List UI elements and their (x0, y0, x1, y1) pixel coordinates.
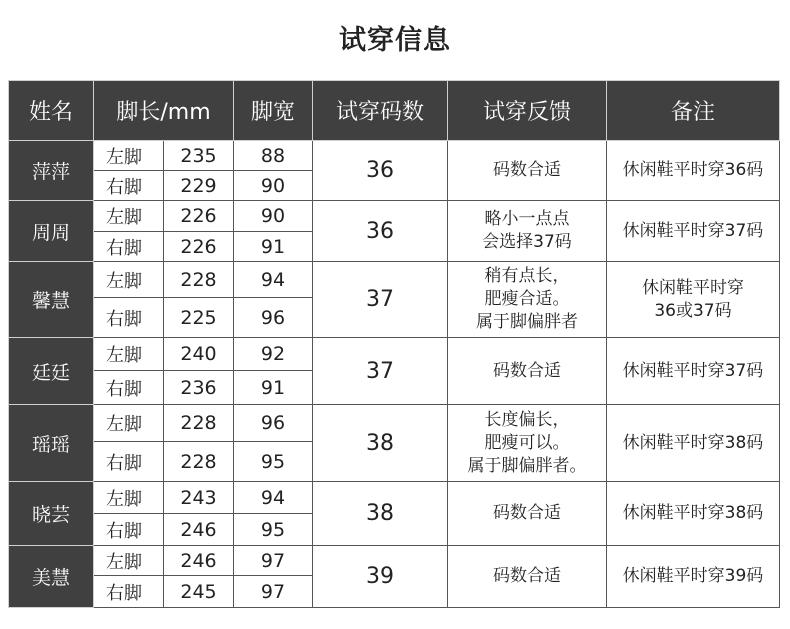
feedback-line: 码数合适 (493, 160, 561, 180)
foot-length: 235 (164, 141, 234, 171)
foot-length: 245 (164, 576, 234, 608)
note (607, 482, 780, 546)
note-line: 休闲鞋平时穿37码 (622, 220, 764, 241)
foot-width: 92 (234, 338, 313, 371)
foot-width: 96 (234, 405, 313, 442)
header-foot-length: 脚长/mm (94, 81, 234, 141)
foot-width: 88 (234, 141, 313, 171)
foot-side-label: 左脚 (94, 482, 164, 514)
tester-name: 瑶瑶 (9, 405, 94, 482)
feedback-line: 码数合适 (493, 566, 561, 586)
header-foot-width: 脚宽 (234, 81, 313, 141)
foot-width: 97 (234, 576, 313, 608)
feedback-line: 略小一点点 (484, 209, 570, 229)
feedback-line: 肥瘦合适。 (484, 289, 570, 309)
foot-side-label: 右脚 (94, 442, 164, 482)
tester-name: 晓芸 (9, 482, 94, 546)
foot-width: 91 (234, 371, 313, 405)
feedback-line: 长度偏长， (484, 409, 570, 430)
foot-length: 226 (164, 201, 234, 232)
feedback (448, 338, 607, 405)
feedback-line: 会选择37码 (482, 232, 572, 252)
foot-side-label: 右脚 (94, 576, 164, 608)
feedback-line: 属于脚偏胖者。 (467, 455, 587, 476)
note-line: 休闲鞋平时穿 (642, 277, 744, 298)
table-row (9, 482, 780, 514)
foot-width: 94 (234, 482, 313, 514)
note-line: 休闲鞋平时穿38码 (622, 503, 764, 523)
trial-size: 37 (313, 338, 448, 405)
note (607, 546, 780, 608)
trial-size: 36 (313, 201, 448, 262)
foot-length: 228 (164, 405, 234, 442)
foot-length: 226 (164, 232, 234, 262)
foot-length: 240 (164, 338, 234, 371)
feedback (448, 262, 607, 338)
note-line: 休闲鞋平时穿39码 (622, 566, 764, 586)
foot-length: 229 (164, 171, 234, 201)
trial-size: 38 (313, 405, 448, 482)
foot-side-label: 左脚 (94, 546, 164, 576)
foot-side-label: 右脚 (94, 298, 164, 338)
foot-length: 228 (164, 442, 234, 482)
note-line: 休闲鞋平时穿36码 (622, 160, 764, 180)
header-name: 姓名 (9, 81, 94, 141)
foot-width: 90 (234, 171, 313, 201)
table-row (9, 141, 780, 171)
foot-width: 91 (234, 232, 313, 262)
note (607, 201, 780, 262)
foot-side-label: 左脚 (94, 262, 164, 298)
header-trial-size: 试穿码数 (313, 81, 448, 141)
header-feedback: 试穿反馈 (448, 81, 607, 141)
tester-name: 周周 (9, 201, 94, 262)
feedback (448, 482, 607, 546)
foot-width: 95 (234, 514, 313, 546)
note-line: 36或37码 (654, 300, 732, 321)
fitting-table (8, 80, 780, 608)
foot-width: 90 (234, 201, 313, 232)
foot-length: 243 (164, 482, 234, 514)
feedback-line: 肥瘦可以。 (484, 432, 570, 453)
header-row (9, 81, 780, 141)
trial-size: 37 (313, 262, 448, 338)
foot-side-label: 左脚 (94, 201, 164, 232)
foot-length: 246 (164, 514, 234, 546)
note-line: 休闲鞋平时穿38码 (622, 432, 764, 453)
tester-name: 馨慧 (9, 262, 94, 338)
feedback-line: 码数合适 (493, 360, 561, 381)
tester-name: 美慧 (9, 546, 94, 608)
page-title: 试穿信息 (339, 25, 451, 56)
feedback-line: 属于脚偏胖者 (476, 312, 578, 332)
tester-name: 廷廷 (9, 338, 94, 405)
foot-side-label: 右脚 (94, 232, 164, 262)
feedback-line: 稍有点长， (484, 266, 570, 286)
table-row (9, 201, 780, 232)
note (607, 405, 780, 482)
feedback-line: 码数合适 (493, 503, 561, 523)
table-row (9, 262, 780, 298)
foot-length: 228 (164, 262, 234, 298)
foot-side-label: 左脚 (94, 141, 164, 171)
feedback (448, 546, 607, 608)
note-line: 休闲鞋平时穿37码 (622, 360, 764, 381)
tester-name: 萍萍 (9, 141, 94, 201)
foot-side-label: 右脚 (94, 371, 164, 405)
foot-width: 97 (234, 546, 313, 576)
feedback (448, 201, 607, 262)
table-row (9, 405, 780, 442)
header-note: 备注 (607, 81, 780, 141)
trial-size: 36 (313, 141, 448, 201)
feedback (448, 141, 607, 201)
trial-size: 38 (313, 482, 448, 546)
note (607, 338, 780, 405)
foot-side-label: 左脚 (94, 405, 164, 442)
table-row (9, 338, 780, 371)
foot-length: 236 (164, 371, 234, 405)
foot-side-label: 右脚 (94, 171, 164, 201)
foot-side-label: 右脚 (94, 514, 164, 546)
foot-width: 94 (234, 262, 313, 298)
foot-side-label: 左脚 (94, 338, 164, 371)
table-row (9, 546, 780, 576)
feedback (448, 405, 607, 482)
foot-width: 96 (234, 298, 313, 338)
note (607, 141, 780, 201)
note (607, 262, 780, 338)
trial-size: 39 (313, 546, 448, 608)
foot-length: 225 (164, 298, 234, 338)
foot-width: 95 (234, 442, 313, 482)
foot-length: 246 (164, 546, 234, 576)
